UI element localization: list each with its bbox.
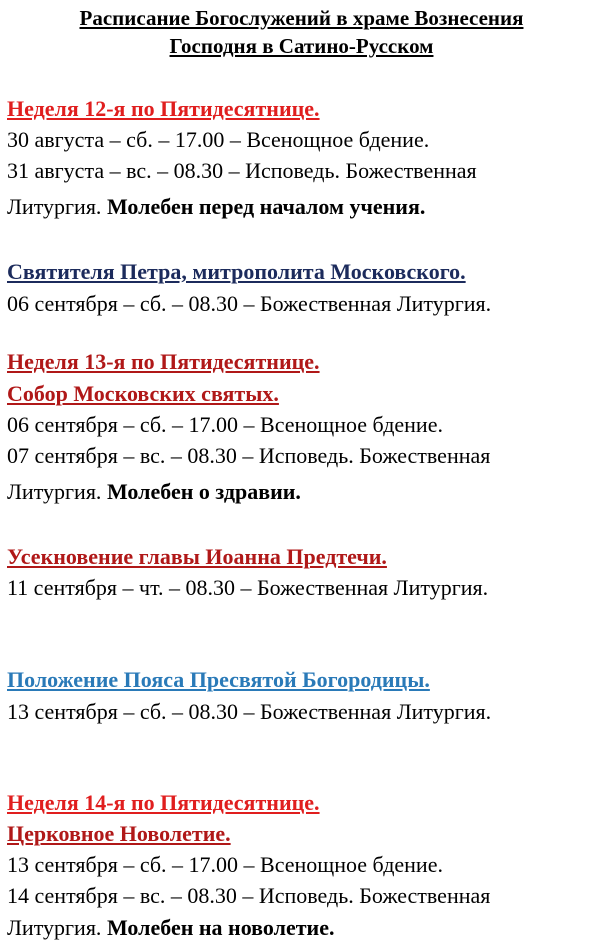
section-5-line-1: 13 сентября – сб. – 08.30 – Божественная Литургия. — [7, 699, 492, 724]
section-1-line-2: 31 августа – вс. – 08.30 – Исповедь. Божественная — [7, 158, 477, 183]
section-1-line-1: 30 августа – сб. – 17.00 – Всенощное бдение. — [7, 127, 430, 152]
section-1-line-3 — [7, 193, 425, 221]
section-6-heading-2: Церковное Новолетие. — [7, 821, 231, 846]
section-3-heading-2: Собор Московских святых. — [7, 381, 279, 406]
section-6-line-3-bold: Молебен на новолетие. — [106, 915, 335, 940]
section-3-line-2: 07 сентября – вс. – 08.30 – Исповедь. Божественная — [7, 443, 491, 468]
section-6-heading-1: Неделя 14-я по Пятидесятнице. — [7, 790, 320, 815]
section-1-line-3-text: Литургия. — [7, 194, 107, 219]
section-3-line-1: 06 сентября – сб. – 17.00 – Всенощное бдение. — [7, 412, 443, 437]
page-title-line-1: Расписание Богослужений в храме Вознесения — [79, 6, 524, 30]
section-3-line-3-text: Литургия. — [7, 479, 107, 504]
section-3-line-3-bold: Молебен о здравии. — [106, 479, 301, 504]
section-4-heading: Усекновение главы Иоанна Предтечи. — [7, 544, 387, 569]
section-3-heading-1: Неделя 13-я по Пятидесятнице. — [7, 349, 320, 374]
section-6-line-3 — [7, 914, 334, 942]
page-title — [0, 4, 603, 60]
section-3-line-3 — [7, 478, 301, 506]
section-1-heading: Неделя 12-я по Пятидесятнице. — [7, 96, 320, 121]
section-6-line-1: 13 сентября – сб. – 17.00 – Всенощное бдение. — [7, 852, 443, 877]
section-6-line-2: 14 сентября – вс. – 08.30 – Исповедь. Божественная — [7, 883, 491, 908]
section-2-heading: Святителя Петра, митрополита Московского. — [7, 259, 466, 284]
section-6-line-3-text: Литургия. — [7, 915, 107, 940]
page-title-line-2: Господня в Сатино-Русском — [169, 34, 434, 58]
section-4-line-1: 11 сентября – чт. – 08.30 – Божественная Литургия. — [7, 575, 489, 600]
section-1-line-3-bold: Молебен перед началом учения. — [106, 194, 426, 219]
section-5-heading: Положение Пояса Пресвятой Богородицы. — [7, 667, 430, 692]
section-2-line-1: 06 сентября – сб. – 08.30 – Божественная Литургия. — [7, 291, 492, 316]
